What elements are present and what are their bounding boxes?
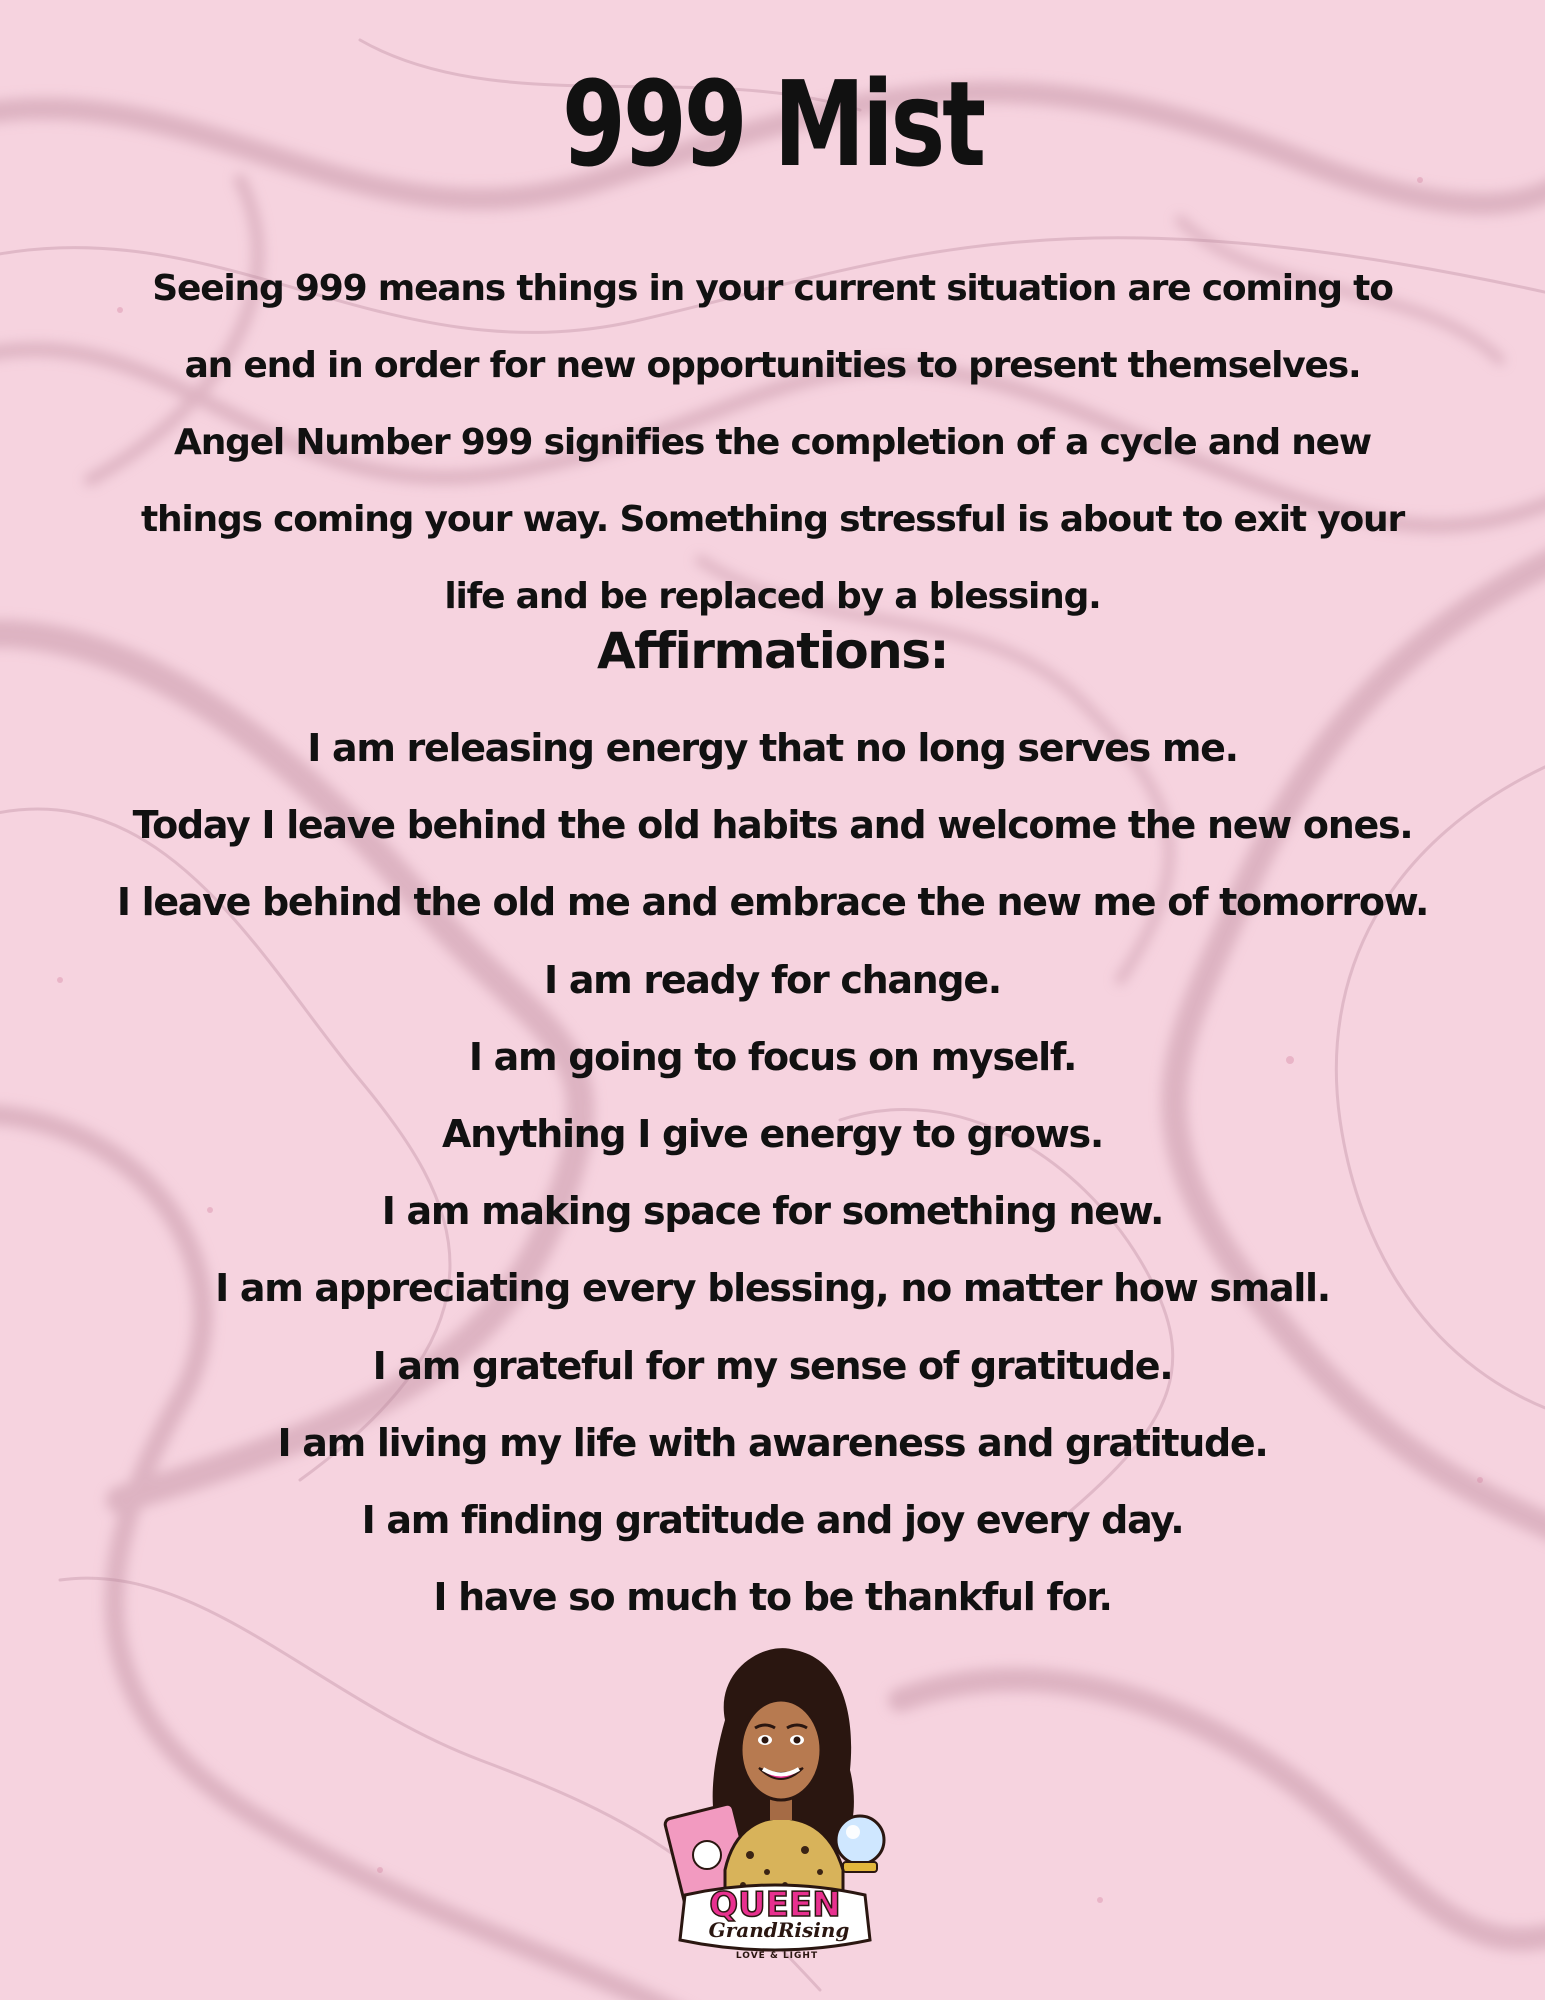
affirmation-item: I am ready for change.: [544, 957, 1001, 1002]
brand-plaque: [680, 1885, 870, 1961]
affirmation-item: I am grateful for my sense of gratitude.: [372, 1343, 1173, 1388]
crystal-ball-icon: [836, 1816, 884, 1872]
affirmation-item: I am releasing energy that no long serves me.: [307, 726, 1238, 770]
affirmation-item: Anything I give energy to grows.: [442, 1112, 1103, 1157]
intro-paragraph: Seeing 999 means things in your current situation are coming to an end in order for new opportunities to present themselves. Angel Number 999 signifies the completion of a cycle and new things coming your way. Something stressful is about to exit your life and be replaced by a blessing.: [140, 268, 1405, 617]
affirmation-item: Today I leave behind the old habits and welcome the new ones.: [132, 803, 1413, 848]
affirmation-item: I am making space for something new.: [381, 1189, 1164, 1234]
logo-tagline: LOVE & LIGHT: [735, 1951, 819, 1961]
affirmation-item: I am appreciating every blessing, no matter how small.: [215, 1266, 1330, 1311]
affirmation-item: I am living my life with awareness and gratitude.: [277, 1420, 1268, 1465]
affirmation-item: I leave behind the old me and embrace the new me of tomorrow.: [116, 880, 1429, 925]
logo-brand-top: QUEEN: [709, 1885, 841, 1925]
page-title: 999 Mist: [561, 55, 984, 193]
affirmation-item: I have so much to be thankful for.: [433, 1575, 1112, 1620]
logo-brand-script: GrandRising: [708, 1918, 850, 1942]
affirmations-list: [0, 710, 1545, 1636]
queen-grand-rising-logo: [655, 1640, 895, 1970]
affirmation-item: I am going to focus on myself.: [468, 1034, 1077, 1079]
affirmation-item: I am finding gratitude and joy every day.: [361, 1498, 1184, 1543]
affirmations-heading: Affirmations:: [596, 622, 949, 680]
